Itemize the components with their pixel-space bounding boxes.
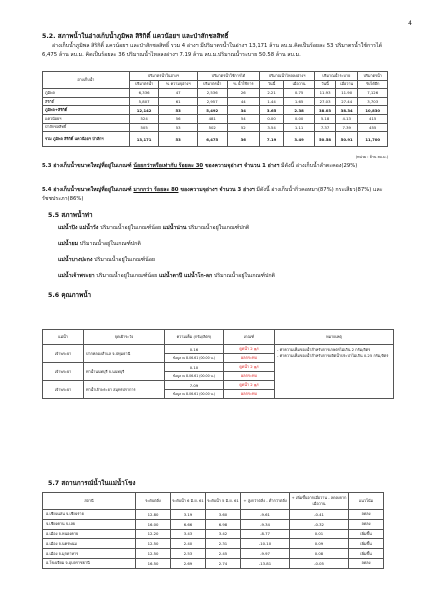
criterion: ผลกระทบ (224, 354, 275, 363)
salinity-value: 0.16 (165, 345, 224, 354)
river-status: ปริมาณน้ำอยู่ในเกณฑ์น้อย (92, 257, 156, 263)
mekong-table (42, 492, 384, 569)
section-5-4 (42, 186, 388, 203)
cell: 7.37 (315, 123, 336, 132)
cell: 1.44 (260, 97, 284, 106)
river-cell: เจ้าพระยา (43, 345, 84, 363)
cell: -0.41 (290, 510, 349, 520)
table-row (43, 345, 394, 354)
table-row (43, 558, 384, 568)
cell: 3.49 (284, 132, 315, 147)
cell: 36 (227, 132, 260, 147)
cell: 6,475 (197, 132, 227, 147)
station-name: อ.เมือง จ.หนองคาย (43, 529, 136, 539)
cell: 7.39 (336, 123, 358, 132)
table-header: + เพิ่มขึ้นจากเมื่อวาน - ลดลงจากเมื่อวาน (290, 493, 349, 510)
station-name: อ.เมือง จ.นครพนม (43, 539, 136, 549)
cell: 44 (227, 97, 260, 106)
table-header: หมายเหตุ (275, 330, 394, 345)
cell: 415 (358, 114, 388, 123)
table-row (43, 549, 384, 559)
reservoir-name: ภูมิพล+สิริกิติ์ (43, 106, 130, 115)
monitor-point: ท่าน้ำนนทบุรี จ.นนทบุรี (84, 363, 165, 381)
river-name: แม่น้ำยม (58, 241, 79, 247)
table-row (43, 510, 384, 520)
note: - ค่าความเค็มของน้ำสำหรับการผลิตน้ำประปาไม่เกิน 0.25 กรัม/ลิตร (277, 353, 389, 358)
river-line (58, 256, 388, 265)
table-header: แนวโน้ม (349, 493, 384, 510)
cell: 0.09 (290, 539, 349, 549)
table-header: ปริมาตรน้ำ (358, 72, 388, 81)
cell: 2.74 (206, 558, 241, 568)
table-header: ปริมาณน้ำระบาย (315, 72, 358, 81)
section-5-3 (42, 162, 388, 171)
table-header: ปริมาตรน้ำใช้การได้ (197, 72, 259, 81)
cell: -9.61 (241, 510, 290, 520)
table-row (43, 519, 384, 529)
cell: 61 (159, 97, 198, 106)
station-name: อ.เมือง จ.มุกดาหาร (43, 549, 136, 559)
section-5-4-list: มีดังนี้ อ่างเก็บน้ำกิ่วคอหมา(87%) กระเสียว(87%) และรัชชประภา(86%) (42, 187, 383, 202)
cell: 481 (197, 114, 227, 123)
cell: -9.34 (241, 519, 290, 529)
river-status: ปริมาณน้ำอยู่ในเกณฑ์น้อย (100, 225, 163, 231)
cell: 5.18 (315, 114, 336, 123)
cell: 12.50 (136, 549, 171, 559)
section-5-4-heading: 5.4 อ่างเก็บน้ำขนาดใหญ่ที่อยู่ในเกณฑ์ (42, 187, 132, 193)
table-row (43, 89, 388, 98)
cell: 12.20 (136, 529, 171, 539)
cell: 1.11 (284, 123, 315, 132)
cell: 54 (227, 114, 260, 123)
table-subheader: % น้ำใช้การ (227, 80, 260, 89)
table-subheader: เมื่อวาน (336, 80, 358, 89)
table-subheader: เมื่อวาน (284, 80, 315, 89)
section-5-3-heading: 5.3 อ่างเก็บน้ำขนาดใหญ่ที่อยู่ในเกณฑ์ (42, 163, 132, 169)
table-subheader: วันนี้ (260, 80, 284, 89)
cell: 26 (227, 89, 260, 98)
reservoir-name: แควน้อยฯ (43, 114, 130, 123)
cell: -0.32 (290, 519, 349, 529)
cell: 53 (159, 106, 198, 115)
cell: -8.77 (241, 529, 290, 539)
cell: 3.43 (171, 529, 206, 539)
river-name: แม่น้ำปิง (58, 225, 78, 231)
river-name: แม่น้ำบางปะกง (58, 257, 93, 263)
river-status: ปริมาณน้ำอยู่ในเกณฑ์ปกติ (78, 241, 141, 247)
cell: 11.93 (315, 89, 336, 98)
reservoir-name: ภูมิพล (43, 89, 130, 98)
cell: 3.65 (260, 106, 284, 115)
section-5-4-criterion: มากกว่า ร้อยละ 80 (133, 187, 179, 193)
cell: 12,142 (129, 106, 159, 115)
section-5-2-paragraph: อ่างเก็บน้ำภูมิพล สิริกิติ์ แควน้อยฯ และป่าสักชลสิทธิ์ รวม 4 อ่างฯ มีปริมาตรน้ำในอ่างฯ 13,171 ล้าน ลบ.ม.คิดเป็นร้อยละ 53 ปริมาตรน้ำใช้การได้ 6,475 ล้าน ลบ.ม. คิดเป็นร้อยละ 36 ปริมาณน้ำไหลลงอ่างฯ 7.19 ล้าน ลบ.ม.ปริมาณน้ำระบาย 50.58 ล้าน ลบ.ม. (42, 43, 383, 58)
table-subheader: วันนี้ (315, 80, 336, 89)
cell: 16.50 (136, 558, 171, 568)
river-name: แม่น้ำเจ้าพระยา (58, 273, 95, 279)
table-row (43, 123, 388, 132)
reservoir-name: สิริกิติ์ (43, 97, 130, 106)
cell: 5,492 (197, 106, 227, 115)
criterion: ดูดน้ำ 2 g/l (224, 345, 275, 354)
cell: 1.65 (284, 97, 315, 106)
trend: เพิ่มขึ้น (349, 539, 384, 549)
table-subheader: % ความจุอ่างฯ (159, 80, 198, 89)
table-row (43, 114, 388, 123)
table-header: จุดเฝ้าระวัง (84, 330, 165, 345)
cell: 0.00 (260, 114, 284, 123)
cell: 2.53 (171, 549, 206, 559)
cell: 13,171 (129, 132, 159, 147)
section-5-6-heading: 5.6 คุณภาพน้ำ (48, 292, 92, 299)
section-5-7-heading: 5.7 สถานการณ์น้ำในแม่น้ำโขง (48, 480, 136, 487)
table-subheader: ปริมาตรน้ำ (129, 80, 159, 89)
cell: 11.90 (336, 89, 358, 98)
cell: 2.21 (260, 89, 284, 98)
cell: 524 (129, 114, 159, 123)
table-header: ความเค็ม (กรัม/ลิตร) (165, 330, 224, 345)
table-header: อ่างเก็บน้ำ (43, 72, 130, 89)
criterion: ผลกระทบ (224, 390, 275, 399)
cell: -0.05 (290, 558, 349, 568)
section-5-2-heading: 5.2. สภาพน้ำในอ่างเก็บน้ำภูมิพล สิริกิติ์ แควน้อยฯ และป่าสักชลสิทธิ์ (42, 33, 229, 40)
river-status: ปริมาณน้ำอยู่ในเกณฑ์น้อย (94, 273, 159, 279)
monitor-point: ท่าน้ำเจ้าพระยา สมุทรปราการ (84, 381, 165, 399)
table-header: เกณฑ์ (224, 330, 275, 345)
cell: 11,700 (358, 132, 388, 147)
river-name: แม่น้ำตาปี แม่น้ำโก-ลก (158, 273, 213, 279)
cell: 38.03 (315, 106, 336, 115)
data-time: ข้อมูล ณ 8.06.61 (00.00 น.) (165, 390, 224, 399)
criterion: ดูดน้ำ 2 g/l (224, 363, 275, 372)
table-row (43, 132, 388, 147)
cell: 0.75 (284, 89, 315, 98)
table-row (43, 97, 388, 106)
cell: 12.50 (136, 539, 171, 549)
cell: 50.58 (315, 132, 336, 147)
cell: 10,830 (358, 106, 388, 115)
cell: 0.08 (290, 549, 349, 559)
station-name: อ.โขงเจียม จ.อุบลราชธานี (43, 558, 136, 568)
river-cell: เจ้าพระยา (43, 381, 84, 399)
table-row (43, 529, 384, 539)
cell: -13.81 (241, 558, 290, 568)
table-header: ปริมาณน้ำไหลลงอ่างฯ (260, 72, 315, 81)
cell: 2.45 (206, 549, 241, 559)
cell: 6,336 (129, 89, 159, 98)
cell: 2,957 (197, 97, 227, 106)
trend: เพิ่มขึ้น (349, 549, 384, 559)
section-5-3-list: มีดังนี้ อ่างเก็บน้ำลำตะคอง(29%) (279, 163, 358, 169)
river-status: ปริมาณน้ำอยู่ในเกณฑ์ปกติ (212, 273, 275, 279)
monitor-point: ปากคลองสำแล จ.ปทุมธานี (84, 345, 165, 363)
trend: ลดลง (349, 519, 384, 529)
table-header: ระดับน้ำ 6 มิ.ย. 61 (171, 493, 206, 510)
table-subheader: รับได้อีก (358, 80, 388, 89)
cell: 2.31 (206, 539, 241, 549)
river-line (58, 224, 388, 233)
cell: 52 (227, 123, 260, 132)
cell: 3.42 (206, 529, 241, 539)
trend: ลดลง (349, 510, 384, 520)
cell: 34 (227, 106, 260, 115)
page-number: 4 (408, 20, 412, 27)
table-row (43, 539, 384, 549)
cell: 12.80 (136, 510, 171, 520)
reservoir-table (42, 71, 388, 147)
data-time: ข้อมูล ณ 8.06.61 (00.00 น.) (165, 354, 224, 363)
section-5-3-mid: ของความจุอ่างฯ จำนวน 1 อ่างฯ (203, 163, 280, 169)
table-header: สถานี (43, 493, 136, 510)
criterion: ผลกระทบ (224, 372, 275, 381)
reservoir-name: ป่าสักชลสิทธิ์ (43, 123, 130, 132)
table-unit-note: (หน่วย : ล้าน ลบ.ม.) (355, 155, 388, 159)
section-5-3-criterion: น้อยกว่าหรือเท่ากับ ร้อยละ 30 (133, 163, 204, 169)
cell: 0.01 (290, 529, 349, 539)
cell: 2.38 (284, 106, 315, 115)
cell: 4.13 (336, 114, 358, 123)
cell: 505 (129, 123, 159, 132)
criterion: ดูดน้ำ 2 g/l (224, 381, 275, 390)
trend: ลดลง (349, 558, 384, 568)
trend: เพิ่มขึ้น (349, 529, 384, 539)
salinity-value: 7.09 (165, 381, 224, 390)
data-time: ข้อมูล ณ 8.06.61 (00.00 น.) (165, 372, 224, 381)
cell: 56 (159, 114, 198, 123)
station-name: อ.เชียงแสน จ.เชียงราย (43, 510, 136, 520)
cell: 16.00 (136, 519, 171, 529)
cell: 3.19 (171, 510, 206, 520)
station-name: จ.เชียงคาน จ.เลย (43, 519, 136, 529)
table-header: แม่น้ำ (43, 330, 84, 345)
cell: 0.00 (284, 114, 315, 123)
table-subheader: ปริมาตรน้ำ (197, 80, 227, 89)
cell: 38.34 (336, 106, 358, 115)
cell: 2,536 (197, 89, 227, 98)
cell: 455 (358, 123, 388, 132)
river-name: แม่น้ำน่าน (162, 225, 187, 231)
cell: 7,126 (358, 89, 388, 98)
cell: -10.10 (241, 539, 290, 549)
cell: 53 (159, 132, 198, 147)
river-line (58, 240, 388, 249)
section-5-4-mid: ของความจุอ่างฯ จำนวน 3 อ่างฯ (178, 187, 255, 193)
cell: 47 (159, 89, 198, 98)
salinity-value: 0.10 (165, 363, 224, 372)
cell: 2.40 (171, 539, 206, 549)
river-name: แม่น้ำวัง (77, 225, 101, 231)
river-status: ปริมาณน้ำอยู่ในเกณฑ์ปกติ (186, 225, 250, 231)
table-header: ระดับตลิ่ง (136, 493, 171, 510)
water-quality-table (42, 329, 394, 399)
cell: 2.69 (171, 558, 206, 568)
cell: 53 (159, 123, 198, 132)
note: - ค่าความเค็มของน้ำสำหรับการเกษตรไม่เกิน 2 กรัม/ลิตร (277, 347, 371, 352)
cell: 7.19 (260, 132, 284, 147)
table-header: + สูงกว่าตลิ่ง - ต่ำกว่าตลิ่ง (241, 493, 290, 510)
river-cell: เจ้าพระยา (43, 363, 84, 381)
river-line (58, 272, 388, 281)
section-5-5-heading: 5.5 สภาพน้ำท่า (48, 212, 93, 219)
cell: 3,703 (358, 97, 388, 106)
cell: -9.97 (241, 549, 290, 559)
notes-cell (275, 345, 394, 399)
reservoir-name: รวม ภูมิพล สิริกิติ์ แควน้อยฯ ป่าสักฯ (43, 132, 130, 147)
cell: 27.44 (336, 97, 358, 106)
table-header: ปริมาตรน้ำในอ่างฯ (129, 72, 197, 81)
cell: 27.03 (315, 97, 336, 106)
cell: 502 (197, 123, 227, 132)
table-header: ระดับน้ำ 5 มิ.ย. 61 (206, 493, 241, 510)
cell: 3.54 (260, 123, 284, 132)
table-row (43, 106, 388, 115)
cell: 3.60 (206, 510, 241, 520)
cell: 6.98 (206, 519, 241, 529)
cell: 50.91 (336, 132, 358, 147)
cell: 6.66 (171, 519, 206, 529)
cell: 5,807 (129, 97, 159, 106)
